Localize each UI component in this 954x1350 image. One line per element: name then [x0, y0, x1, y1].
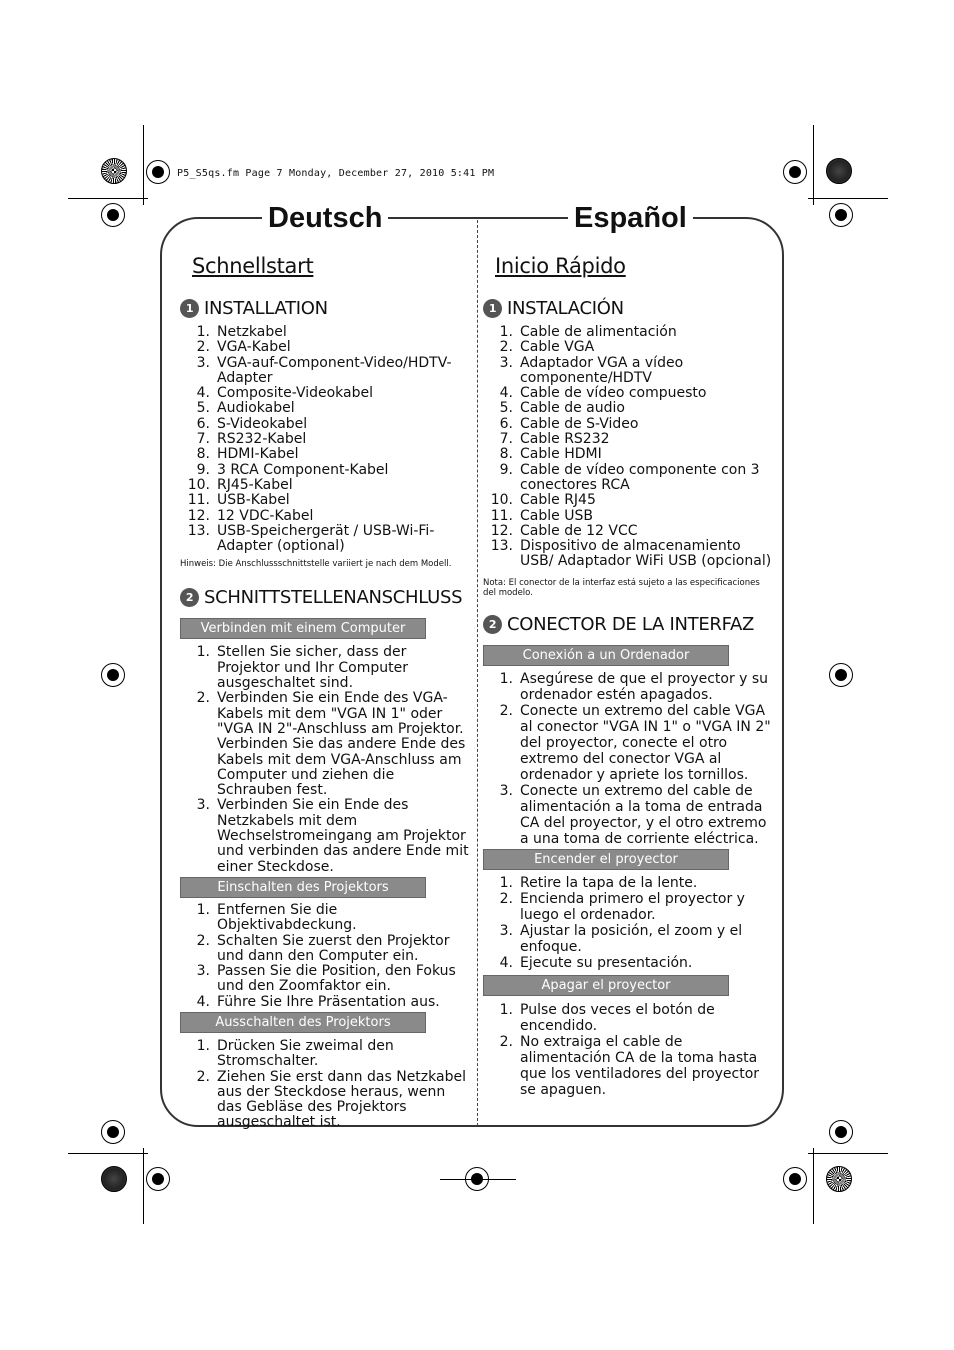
list-item: [483, 703, 773, 783]
power-off-list: [483, 1002, 773, 1098]
list-item: [180, 798, 470, 874]
list-item-text: Conecte un extremo del cable VGA al conector "VGA IN 1" o "VGA IN 2" del proyector, conecte el otro extremo del conector VGA al ordenador y apriete los tornillos.: [520, 702, 771, 783]
crosshair-target-icon: [101, 203, 125, 227]
crosshair-target-icon: [829, 663, 853, 687]
list-item-text: Cable USB: [520, 507, 593, 524]
list-item-text: Cable RJ45: [520, 492, 596, 509]
list-item: [483, 463, 773, 494]
section-title: SCHNITTSTELLENANSCHLUSS: [204, 587, 463, 609]
quick-start-title: Inicio Rápido: [495, 254, 626, 278]
list-item-text: VGA-auf-Component-Video/HDTV-Adapter: [217, 354, 452, 386]
crop-mark: [808, 1153, 888, 1154]
list-item-text: Cable de 12 VCC: [520, 522, 638, 539]
list-item-text: Dispositivo de almacenamiento USB/ Adaptador WiFi USB (opcional): [520, 538, 772, 570]
list-item-number: 8.: [499, 446, 513, 463]
list-item-number: 1.: [499, 1001, 513, 1018]
crop-mark: [68, 1153, 148, 1154]
crop-mark: [143, 1148, 144, 1224]
list-item-text: Cable RS232: [520, 431, 610, 448]
list-item-number: 10.: [490, 492, 513, 509]
crosshair-target-icon: [829, 1120, 853, 1144]
list-item-number: 8.: [196, 446, 210, 463]
list-item-text: 3 RCA Component-Kabel: [217, 461, 389, 478]
section-title: CONECTOR DE LA INTERFAZ: [507, 613, 755, 635]
list-item-text: 12 VDC-Kabel: [217, 507, 314, 524]
list-item: [180, 417, 470, 432]
list-item-number: 4.: [499, 385, 513, 402]
list-item-text: USB-Kabel: [217, 492, 290, 509]
step-number-icon: 2: [180, 588, 199, 607]
list-item-number: 1.: [196, 324, 210, 340]
list-item-text: Ajustar la posición, el zoom y el enfoque.: [520, 922, 743, 955]
list-item-text: Netzkabel: [217, 324, 287, 340]
list-item-number: 3.: [499, 922, 513, 939]
list-item-text: Cable de vídeo compuesto: [520, 385, 707, 402]
file-header-line: P5_S5qs.fm Page 7 Monday, December 27, 2010 5:41 PM: [177, 168, 495, 179]
list-item-number: 2.: [196, 690, 210, 707]
list-item-number: 7.: [499, 431, 513, 448]
crosshair-target-icon: [101, 663, 125, 687]
section-title: INSTALLATION: [204, 298, 328, 319]
list-item-text: Verbinden Sie ein Ende des VGA-Kabels mit dem "VGA IN 1" oder "VGA IN 2"-Anschluss am Projektor. Verbinden Sie das andere Ende des Kabels mit dem VGA-Anschluss am Computer und ziehen die Schrauben fest.: [217, 690, 466, 799]
list-item: [180, 325, 470, 340]
list-item: [483, 432, 773, 447]
list-item-text: VGA-Kabel: [217, 339, 291, 356]
list-item-text: Audiokabel: [217, 400, 295, 417]
list-item-number: 1.: [499, 874, 513, 891]
list-item: [483, 923, 773, 955]
list-item-text: RJ45-Kabel: [217, 476, 293, 493]
list-item-text: Cable de alimentación: [520, 324, 677, 340]
crop-mark: [808, 198, 888, 199]
list-item-number: 3.: [196, 797, 210, 814]
list-item: [180, 1039, 470, 1070]
section-title: INSTALACIÓN: [507, 298, 624, 319]
list-item: [483, 891, 773, 923]
power-off-list: [180, 1039, 470, 1131]
list-item: [180, 509, 470, 524]
section-installation-heading: [180, 298, 470, 319]
list-item: [180, 493, 470, 508]
list-item-number: 12.: [187, 507, 210, 524]
subsection-bar-power-on: Einschalten des Projektors: [180, 877, 426, 898]
step-number-icon: 2: [483, 615, 502, 634]
list-item-text: Stellen Sie sicher, dass der Projektor und Ihr Computer ausgeschaltet sind.: [217, 644, 408, 692]
list-item-number: 13.: [490, 538, 513, 555]
list-item-text: Conecte un extremo del cable de alimentación a la toma de entrada CA del proyector, y el otro extremo a una toma de corriente eléctrica.: [520, 782, 767, 847]
quick-start-title: Schnellstart: [192, 254, 314, 278]
list-item-text: RS232-Kabel: [217, 431, 307, 448]
crop-mark: [143, 125, 144, 205]
list-item-text: Cable VGA: [520, 339, 595, 356]
list-item: [180, 340, 470, 355]
power-on-list: [483, 875, 773, 971]
crop-mark: [68, 198, 148, 199]
list-item: [180, 432, 470, 447]
list-item: [483, 386, 773, 401]
list-item: [180, 447, 470, 462]
list-item: [483, 417, 773, 432]
crosshair-target-icon: [146, 1167, 170, 1191]
crosshair-target-icon: [101, 1120, 125, 1144]
list-item-text: Composite-Videokabel: [217, 385, 374, 402]
list-item-number: 3.: [499, 354, 513, 371]
lang-title-espanol: Español: [568, 200, 693, 236]
list-item-text: Pulse dos veces el botón de encendido.: [520, 1001, 715, 1034]
list-item-number: 2.: [196, 1068, 210, 1085]
list-item: [483, 1002, 773, 1034]
registration-dark-circle-icon: [826, 158, 852, 184]
list-item-number: 4.: [196, 993, 210, 1010]
list-item-number: 1.: [499, 670, 513, 687]
list-item: [180, 524, 470, 555]
column-divider: [477, 220, 478, 1126]
list-item-text: Cable de audio: [520, 400, 625, 417]
list-item-text: HDMI-Kabel: [217, 446, 299, 463]
list-item: [180, 356, 470, 387]
crop-mark: [813, 1148, 814, 1224]
column-deutsch: [180, 250, 470, 1131]
registration-dark-circle-icon: [101, 1166, 127, 1192]
list-item-number: 11.: [490, 507, 513, 524]
list-item-number: 9.: [499, 461, 513, 478]
registration-starburst-icon: [101, 158, 127, 184]
step-number-icon: 1: [180, 299, 199, 318]
registration-starburst-icon: [826, 1166, 852, 1192]
crosshair-target-icon: [829, 203, 853, 227]
list-item: [180, 1070, 470, 1131]
list-item-number: 6.: [196, 415, 210, 432]
list-item: [483, 955, 773, 971]
section-interface-heading: [180, 587, 470, 608]
section-installation-heading: [483, 298, 773, 319]
list-item-number: 9.: [196, 461, 210, 478]
list-item: [180, 478, 470, 493]
list-item: [180, 645, 470, 691]
power-on-list: [180, 903, 470, 1010]
list-item-text: Passen Sie die Position, den Fokus und den Zoomfaktor ein.: [217, 963, 456, 995]
list-item: [483, 671, 773, 703]
list-item: [180, 934, 470, 965]
list-item-number: 1.: [196, 901, 210, 918]
list-item: [483, 325, 773, 340]
subsection-bar-connect: Conexión a un Ordenador: [483, 645, 729, 666]
list-item-text: Schalten Sie zuerst den Projektor und dann den Computer ein.: [217, 932, 450, 964]
list-item-number: 4.: [196, 385, 210, 402]
list-item-number: 11.: [187, 492, 210, 509]
list-item-number: 2.: [196, 932, 210, 949]
list-item-number: 4.: [499, 954, 513, 971]
list-item: [483, 539, 773, 570]
list-item: [483, 356, 773, 387]
list-item-text: No extraiga el cable de alimentación CA de la toma hasta que los ventiladores del proyector se apaguen.: [520, 1033, 760, 1098]
install-note: Nota: El conector de la interfaz está sujeto a las especificaciones del modelo.: [483, 577, 760, 598]
list-item-number: 2.: [499, 890, 513, 907]
column-espanol: [483, 250, 773, 1098]
list-item-number: 13.: [187, 522, 210, 539]
list-item-number: 5.: [196, 400, 210, 417]
list-item-number: 1.: [196, 644, 210, 661]
crosshair-target-icon: [146, 160, 170, 184]
list-item: [483, 401, 773, 416]
list-item-number: 3.: [196, 354, 210, 371]
connect-list: [483, 671, 773, 847]
list-item: [483, 340, 773, 355]
connect-list: [180, 645, 470, 874]
step-number-icon: 1: [483, 299, 502, 318]
list-item-text: Adaptador VGA a vídeo componente/HDTV: [520, 354, 684, 386]
list-item-text: Cable HDMI: [520, 446, 602, 463]
list-item: [483, 493, 773, 508]
list-item-text: Ejecute su presentación.: [520, 954, 693, 971]
list-item: [483, 447, 773, 462]
list-item-number: 2.: [499, 1033, 513, 1050]
list-item-number: 2.: [499, 702, 513, 719]
list-item: [180, 964, 470, 995]
list-item-text: S-Videokabel: [217, 415, 308, 432]
list-item-number: 7.: [196, 431, 210, 448]
subsection-bar-connect: Verbinden mit einem Computer: [180, 618, 426, 639]
list-item-number: 10.: [187, 476, 210, 493]
crop-mark: [813, 125, 814, 205]
list-item-number: 2.: [499, 339, 513, 356]
lang-title-deutsch: Deutsch: [262, 200, 388, 236]
list-item-number: 3.: [499, 782, 513, 799]
list-item: [180, 463, 470, 478]
list-item-number: 5.: [499, 400, 513, 417]
install-note: Hinweis: Die Anschlussschnittstelle variiert je nach dem Modell.: [180, 559, 452, 570]
list-item-text: Cable de vídeo componente con 3 conectores RCA: [520, 461, 760, 493]
list-item-text: USB-Speichergerät / USB-Wi-Fi-Adapter (optional): [217, 522, 435, 555]
subsection-bar-power-on: Encender el proyector: [483, 849, 729, 870]
list-item: [180, 401, 470, 416]
list-item: [483, 509, 773, 524]
list-item: [483, 524, 773, 539]
crosshair-target-icon: [783, 160, 807, 184]
list-item-text: Asegúrese de que el proyector y su ordenador estén apagados.: [520, 670, 769, 703]
list-item-number: 2.: [196, 339, 210, 356]
list-item-text: Verbinden Sie ein Ende des Netzkabels mit dem Wechselstromeingang am Projektor und verbinden das andere Ende mit einer Steckdose.: [217, 797, 469, 875]
list-item: [180, 903, 470, 934]
section-interface-heading: [483, 614, 773, 635]
subsection-bar-power-off: Apagar el proyector: [483, 975, 729, 996]
list-item: [483, 783, 773, 847]
list-item-text: Encienda primero el proyector y luego el ordenador.: [520, 890, 745, 923]
list-item: [483, 875, 773, 891]
list-item-number: 1.: [196, 1037, 210, 1054]
list-item: [180, 691, 470, 798]
list-item: [180, 386, 470, 401]
list-item-text: Drücken Sie zweimal den Stromschalter.: [217, 1037, 394, 1070]
list-item-number: 3.: [196, 963, 210, 980]
crosshair-target-icon: [783, 1167, 807, 1191]
list-item: [180, 995, 470, 1010]
list-item: [483, 1034, 773, 1098]
list-item-text: Retire la tapa de la lente.: [520, 874, 698, 891]
list-item-number: 1.: [499, 324, 513, 340]
crop-mark: [440, 1179, 516, 1180]
install-list: [483, 325, 773, 570]
list-item-text: Führe Sie Ihre Präsentation aus.: [217, 993, 440, 1010]
list-item-text: Ziehen Sie erst dann das Netzkabel aus der Steckdose heraus, wenn das Gebläse des Projektors ausgeschaltet ist.: [217, 1068, 466, 1131]
list-item-text: Entfernen Sie die Objektivabdeckung.: [217, 901, 357, 934]
list-item-number: 6.: [499, 415, 513, 432]
list-item-text: Cable de S-Video: [520, 415, 639, 432]
list-item-number: 12.: [490, 522, 513, 539]
subsection-bar-power-off: Ausschalten des Projektors: [180, 1012, 426, 1033]
install-list: [180, 325, 470, 554]
